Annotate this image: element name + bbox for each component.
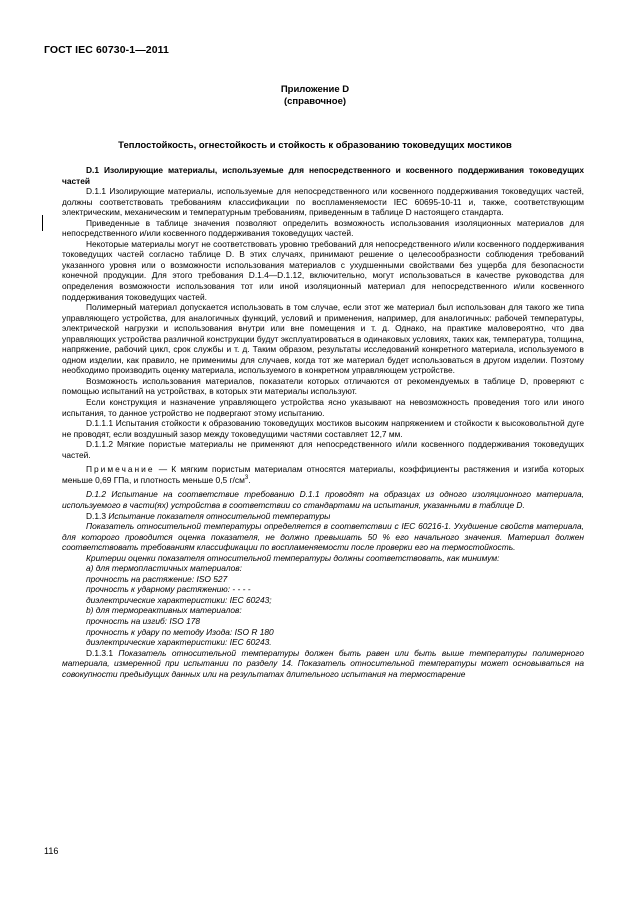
paragraph: Критерии оценки показателя относительной температуры должны соответствовать, как минимум:	[86, 552, 500, 563]
note-label: Примечание	[86, 464, 155, 475]
list-item: прочность на растяжение: ISO 527	[86, 573, 228, 584]
paragraph: Полимерный материал допускается использовать в том случае, если этот же материал был использован для такого же типа управляющего устройства, для аналогичных функций, условий и применения, например, для аналогичных: рабочей температуры, электрической нагрузки и использования внутри или вне помещения и т. д. Однако, на практике маловероятно, что два управляющих устройства различной конструкции будут эксплуатироваться в одинаковых условиях, таких как, температура, толщина, напряжение, рабочий цикл, срок службы и т. д. Таким образом, результаты исследований конкретного материала, используемого в одном изделии, как правило, не применимы для случаев, когда тот же материал будет использоваться в другом изделии. Поэтому необходимо производить оценку материала, используемого в конкретном управляющем устройстве.	[62, 302, 584, 376]
paragraph-number: D.1.3.1	[86, 647, 119, 658]
list-item: диэлектрические характеристики: IEC 60243.	[86, 637, 272, 648]
standard-header: ГОСТ IEC 60730-1—2011	[44, 44, 169, 56]
section-heading: D.1 Изолирующие материалы, используемые для непосредственного и косвенного поддерживания токоведущих частей	[62, 165, 584, 186]
annex-subtitle: (справочное)	[283, 96, 347, 107]
list-item: b) для термореактивных материалов:	[86, 605, 242, 616]
paragraph: Если конструкция и назначение управляющего устройства ясно указывают на невозможность проведения того или иного испытания, то данное устройство не подвергают этому испытанию.	[62, 397, 584, 418]
annex-heading	[0, 84, 630, 108]
paragraph: Приведенные в таблице значения позволяют определить возможность использования изоляционных материалов для непосредственного и/или косвенного поддерживания токоведущих частей.	[62, 217, 584, 239]
annex-title: Приложение D	[280, 84, 350, 95]
paragraph: D.1.1.1 Испытания стойкости к образованию токоведущих мостиков высоким напряжением и стойкости к высоковольтной дуге не проводят, если воздушный зазор между токоведущими частями составляет 12,7 мм.	[62, 418, 584, 439]
body-text	[62, 165, 584, 679]
subsection-heading	[62, 511, 584, 522]
paragraph: D.1.1 Изолирующие материалы, используемые для непосредственного или косвенного поддерживания токоведущих частей, должны соответствовать требованиям классификации по воспламеняемости IEC 60695-10-11 и, также, соответствующим электрическим, механическим и температурным требованиям, приведенным в таблице D настоящего стандарта.	[62, 186, 584, 218]
subsection-title: Испытание показателя относительной температуры	[108, 510, 331, 521]
note-superscript: 3	[244, 475, 249, 482]
note-end: .	[248, 474, 251, 485]
paragraph	[62, 648, 584, 680]
change-bar	[42, 215, 43, 231]
subsection-number: D.1.3	[86, 510, 109, 521]
main-title: Теплостойкость, огнестойкость и стойкость к образованию токоведущих мостиков	[118, 140, 512, 151]
list-item: прочность на изгиб: ISO 178	[86, 615, 201, 626]
list-item: a) для термопластичных материалов:	[86, 563, 242, 574]
list-item: прочность к удару по методу Изода: ISO R 180	[86, 626, 274, 637]
paragraph: D.1.1.2 Мягкие пористые материалы не применяют для непосредственного и/или косвенного поддерживания токоведущих частей.	[62, 439, 584, 460]
paragraph: Показатель относительной температуры определяется в соответствии с IEC 60216-1. Ухудшение свойств материала, для которого проводится оценка показателя, не должно превышать 50 % его начального значения. Материал должен соответствовать требованиям классификации по воспламеняемости после проверки его на термостойкость.	[62, 521, 584, 553]
note-text: — К мягким пористым материалам относятся материалы, коэффициенты растяжения и изгиба которых меньше 0,69 ГПа, и плотность меньше 0,5 г/см	[62, 464, 584, 485]
paragraph: Возможность использования материалов, показатели которых отличаются от рекомендуемых в таблице D, проверяют с помощью испытаний на устройствах, в которых эти материалы используют.	[62, 375, 584, 397]
list-item: диэлектрические характеристики: IEC 60243;	[86, 594, 272, 605]
paragraph-text: Показатель относительной температуры должен быть равен или быть выше температуры полимерного материала, измеренной при испытании по разделу 14. Показатель относительной температуры может основываться на совокупности предыдущих данных или на результатах длительного испытания на термостарение	[62, 647, 584, 679]
list-item: прочность к ударному растяжению: - - - -	[86, 584, 251, 595]
paragraph: Некоторые материалы могут не соответствовать уровню требований для непосредственного и/или косвенного поддерживания токоведущих частей согласно таблице D. В этих случаях, принимают решение о целесообразности соблюдения требований указанного уровня или о возможности использования материалов с ухудшенными свойствами без ущерба для безопасности конечной продукции. Для этого требования D.1.4—D.1.12, включительно, могут использоваться в качестве руководства для определения возможности использования тот или иной изоляционный материал для непосредственного и/или косвенного поддерживания токоведущих частей.	[62, 238, 584, 302]
page-number: 116	[44, 846, 59, 856]
paragraph: D.1.2 Испытание на соответствие требованию D.1.1 проводят на образцах из одного изоляционного материала, используемого в части(ях) устройства в соответствии со стандартами на испытания, указанными в таблице D.	[62, 489, 584, 510]
note	[62, 464, 584, 485]
